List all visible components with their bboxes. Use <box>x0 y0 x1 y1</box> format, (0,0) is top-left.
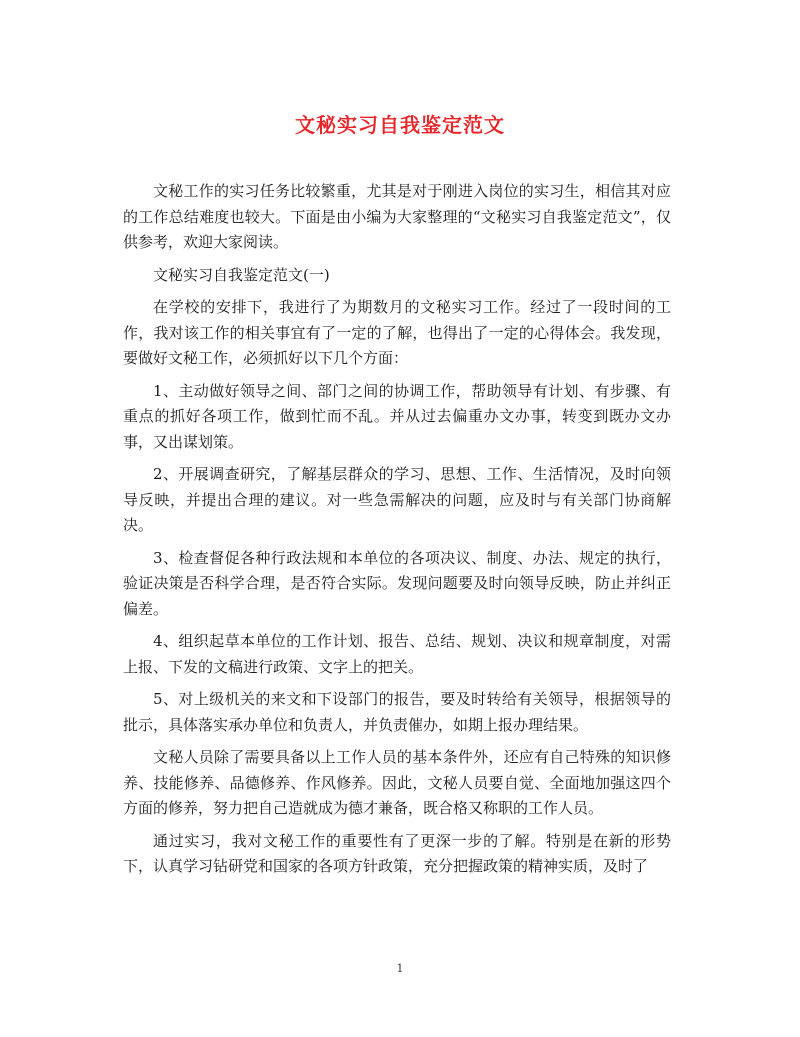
list-item-5: 5、对上级机关的来文和下设部门的报告，要及时转给有关领导，根据领导的批示，具体落实承办单位和负责人，并负责催办，如期上报办理结果。 <box>123 690 671 734</box>
body-paragraph: 文秘人员除了需要具备以上工作人员的基本条件外，还应有自己特殊的知识修养、技能修养、品德修养、作风修养。因此，文秘人员要自觉、全面地加强这四个方面的修养，努力把自己造就成为德才兼备，既合格又称职的工作人员。 <box>123 748 671 817</box>
list-item-1: 1、主动做好领导之间、部门之间的协调工作，帮助领导有计划、有步骤、有重点的抓好各项工作，做到忙而不乱。并从过去偏重办文办事，转变到既办文办事，又出谋划策。 <box>123 381 671 451</box>
document-body <box>123 179 671 887</box>
intro-paragraph: 文秘工作的实习任务比较繁重，尤其是对于刚进入岗位的实习生，相信其对应的工作总结难度也较大。下面是由小编为大家整理的“文秘实习自我鉴定范文”，仅供参考，欢迎大家阅读。 <box>123 182 671 251</box>
document-title: 文秘实习自我鉴定范文 <box>295 113 505 137</box>
list-item-4: 4、组织起草本单位的工作计划、报告、总结、规划、决议和规章制度，对需上报、下发的文稿进行政策、文字上的把关。 <box>123 632 671 676</box>
page-number: 1 <box>396 962 404 975</box>
section-heading: 文秘实习自我鉴定范文(一) <box>153 265 330 284</box>
list-item-2: 2、开展调查研究，了解基层群众的学习、思想、工作、生活情况，及时向领导反映，并提出合理的建议。对一些急需解决的问题，应及时与有关部门协商解决。 <box>123 465 671 534</box>
list-item-3: 3、检查督促各种行政法规和本单位的各项决议、制度、办法、规定的执行，验证决策是否科学合理，是否符合实际。发现问题要及时向领导反映，防止并纠正偏差。 <box>123 548 671 618</box>
body-paragraph: 在学校的安排下，我进行了为期数月的文秘实习工作。经过了一段时间的工作，我对该工作的相关事宜有了一定的了解，也得出了一定的心得体会。我发现，要做好文秘工作，必须抓好以下几个方面： <box>123 298 671 367</box>
body-paragraph: 通过实习，我对文秘工作的重要性有了更深一步的了解。特别是在新的形势下，认真学习钻研党和国家的各项方针政策，充分把握政策的精神实质，及时了 <box>123 831 671 875</box>
